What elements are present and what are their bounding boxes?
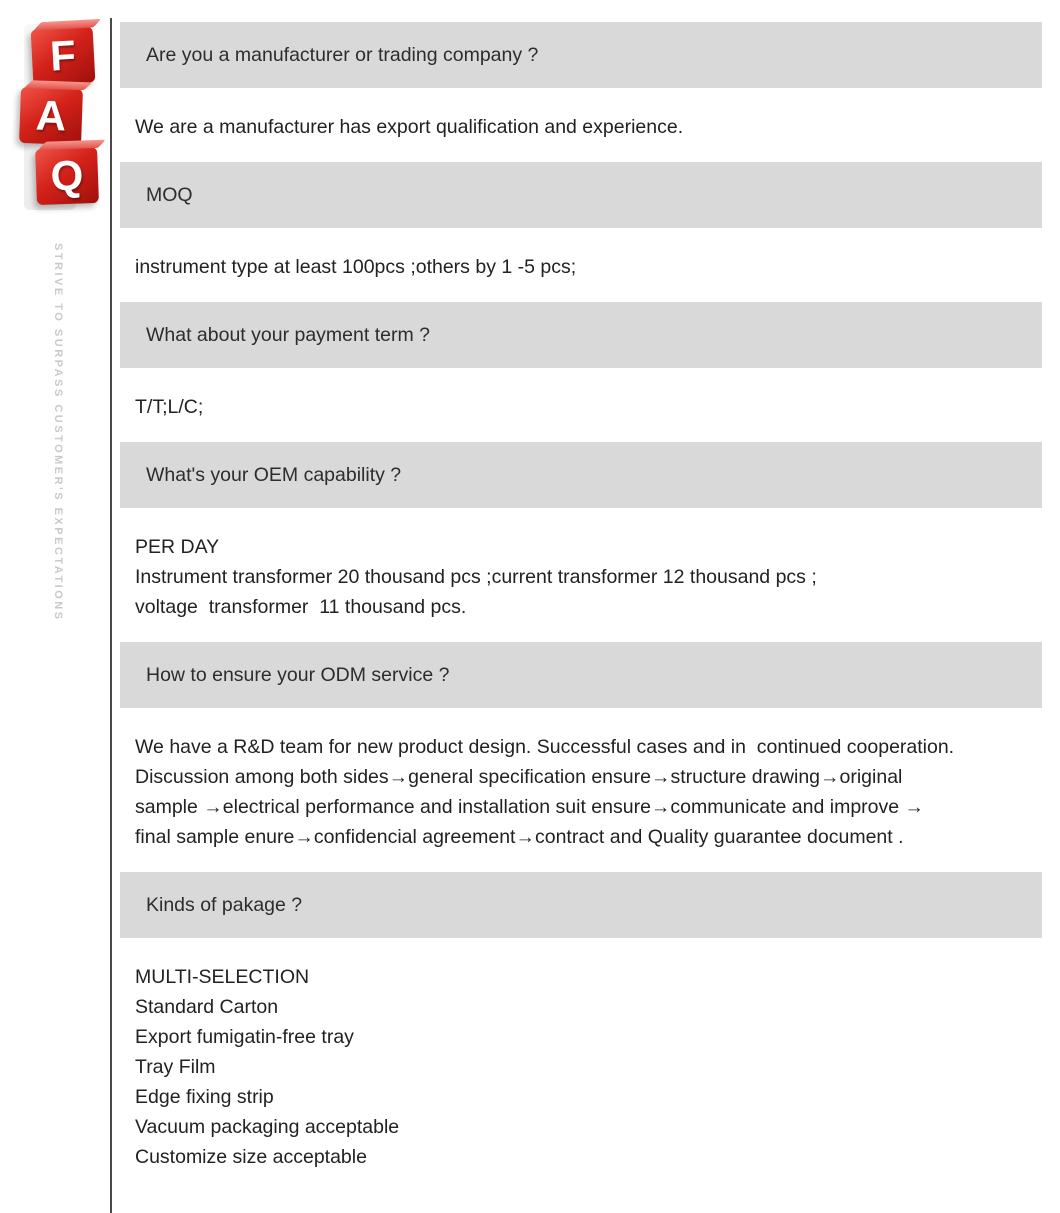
answer-line: instrument type at least 100pcs ;others by 1 -5 pcs; — [135, 256, 577, 278]
logo-cube-f — [31, 26, 96, 85]
question-text: What's your OEM capability ? — [146, 463, 402, 486]
question-bar — [120, 302, 1042, 368]
faq-section — [120, 162, 1042, 302]
question-text: MOQ — [146, 183, 193, 206]
answer-line: sample →electrical performance and installation suit ensure→communicate and improve → — [135, 796, 925, 818]
question-bar — [120, 22, 1042, 88]
answer-line: Discussion among both sides→general specification ensure→structure drawing→original — [135, 766, 903, 788]
answer-line: Edge fixing strip — [135, 1086, 274, 1108]
question-text: How to ensure your ODM service ? — [146, 663, 450, 686]
answer-block — [120, 508, 1042, 642]
question-text: Are you a manufacturer or trading company ? — [146, 43, 539, 66]
logo-cube-a — [19, 87, 83, 145]
answer-line: Instrument transformer 20 thousand pcs ;current transformer 12 thousand pcs ; — [135, 566, 817, 588]
faq-section — [120, 22, 1042, 162]
question-bar — [120, 442, 1042, 508]
answer-line: T/T;L/C; — [135, 396, 204, 418]
answer-line: We have a R&D team for new product design. Successful cases and in continued cooperation. — [135, 736, 955, 758]
faq-content — [120, 22, 1042, 1192]
logo-letter-a: A — [35, 91, 68, 140]
answer-line: PER DAY — [135, 536, 220, 558]
slogan-vertical-text: STRIVE TO SURPASS CUSTOMER'S EXPECTATIONS — [52, 243, 64, 622]
logo-letter-q: Q — [49, 151, 85, 200]
faq-section — [120, 872, 1042, 1192]
question-bar — [120, 162, 1042, 228]
vertical-divider-line — [110, 18, 112, 1213]
answer-line: We are a manufacturer has export qualification and experience. — [135, 116, 684, 138]
answer-block — [120, 708, 1042, 872]
answer-line: voltage transformer 11 thousand pcs. — [135, 596, 467, 618]
answer-line: Standard Carton — [135, 996, 279, 1018]
question-text: What about your payment term ? — [146, 323, 430, 346]
faq-section — [120, 302, 1042, 442]
answer-block — [120, 88, 1042, 162]
question-text: Kinds of pakage ? — [146, 893, 303, 916]
logo-cube-q — [35, 147, 99, 205]
answer-block — [120, 228, 1042, 302]
answer-line: MULTI-SELECTION — [135, 966, 310, 988]
question-bar — [120, 872, 1042, 938]
left-rail — [0, 0, 120, 1213]
faq-logo — [16, 20, 112, 220]
answer-line: Tray Film — [135, 1056, 216, 1078]
faq-section — [120, 642, 1042, 872]
question-bar — [120, 642, 1042, 708]
answer-line: final sample enure→confidencial agreement→contract and Quality guarantee document . — [135, 826, 904, 848]
answer-line: Vacuum packaging acceptable — [135, 1116, 400, 1138]
faq-section — [120, 442, 1042, 642]
answer-block — [120, 938, 1042, 1192]
answer-line: Customize size acceptable — [135, 1146, 367, 1168]
answer-line: Export fumigatin-free tray — [135, 1026, 354, 1048]
logo-letter-f: F — [48, 31, 78, 80]
answer-block — [120, 368, 1042, 442]
